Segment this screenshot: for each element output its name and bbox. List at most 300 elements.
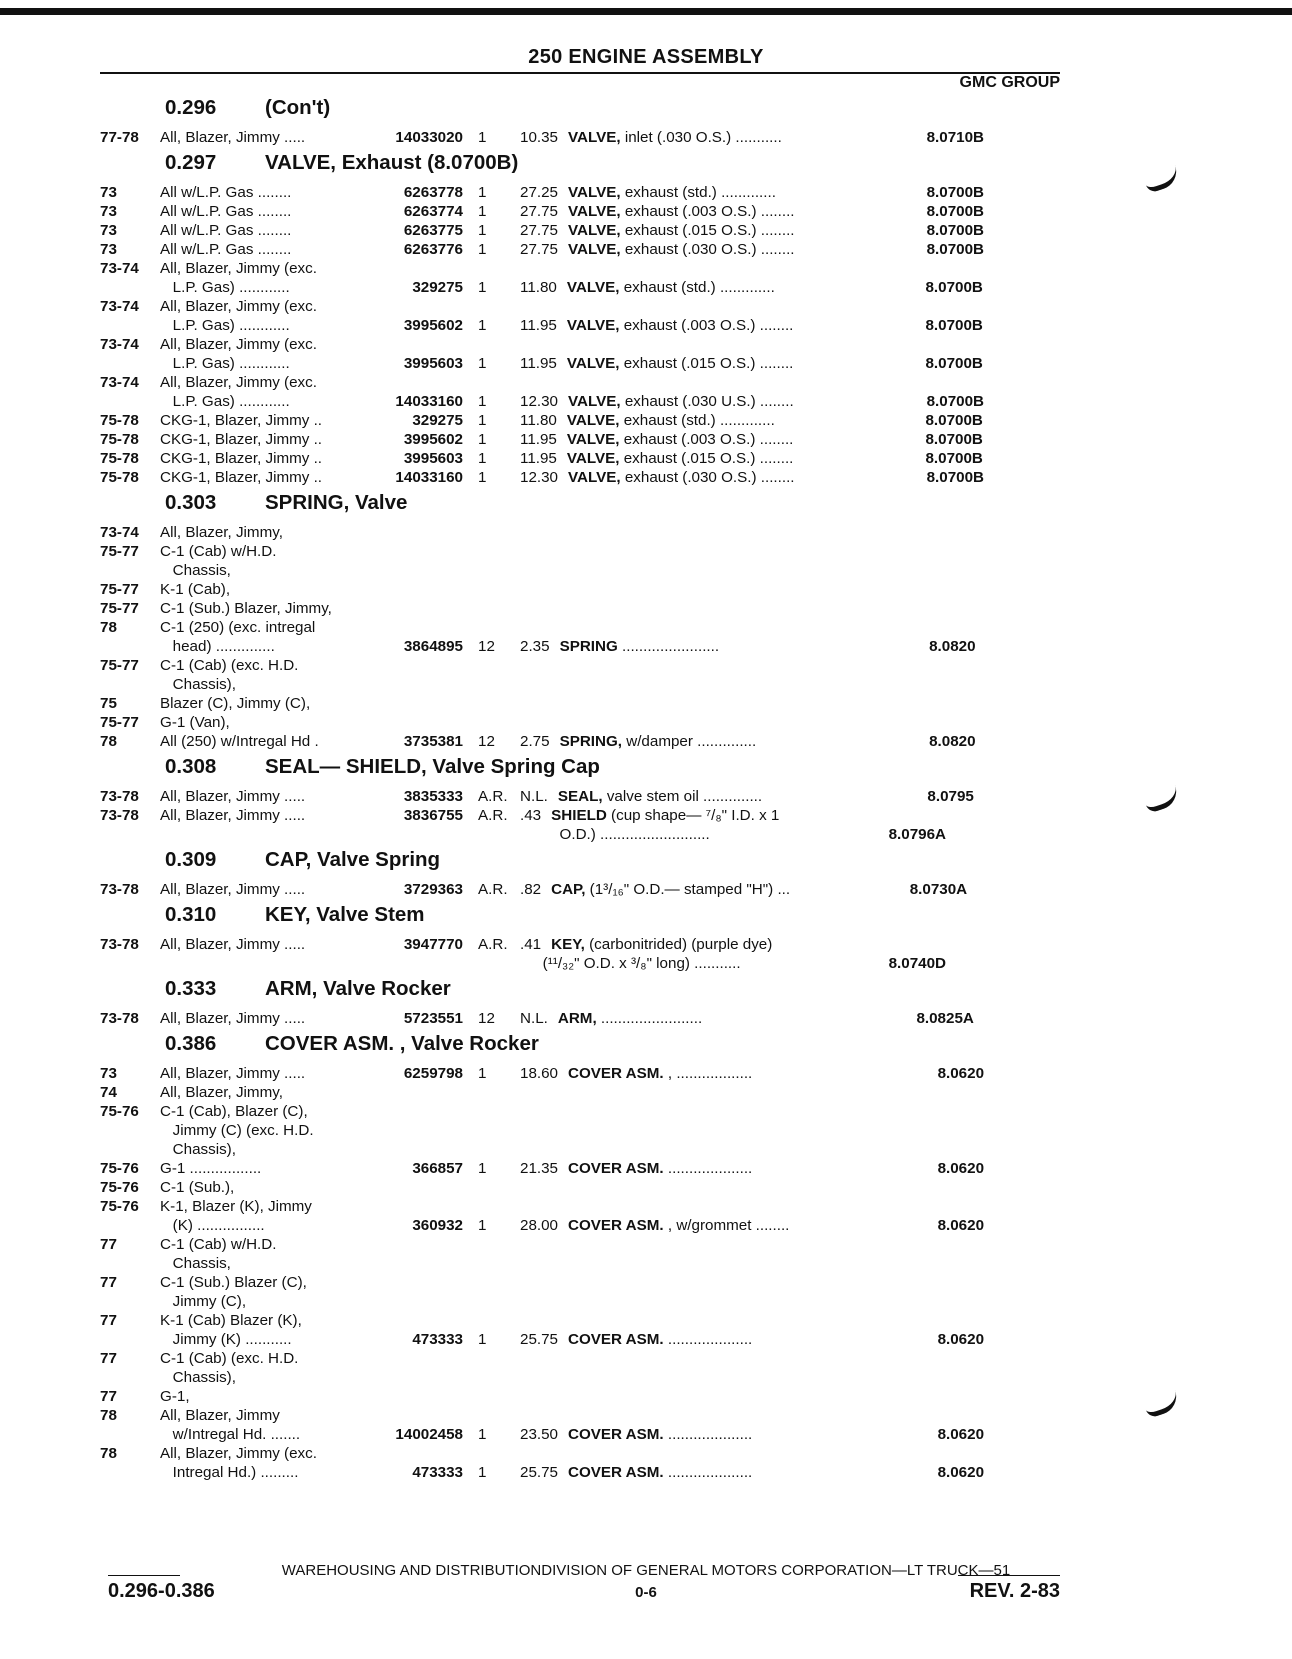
section-title: CAP, Valve Spring: [265, 848, 441, 871]
part-number: 6263774: [403, 203, 463, 220]
part-number: [368, 523, 466, 542]
parts-row: [100, 1311, 1060, 1330]
quantity: 1: [478, 203, 487, 220]
gmc-group-number: [842, 259, 946, 278]
section-heading: [100, 903, 1060, 935]
year-range: [100, 1121, 160, 1140]
parts-row: [100, 335, 1060, 354]
page-title: 250 ENGINE ASSEMBLY: [528, 46, 764, 68]
section-number: 0.297: [165, 151, 217, 174]
year-range: [100, 392, 160, 411]
price: N.L.: [520, 788, 548, 805]
description-keyword: VALVE,: [568, 222, 621, 239]
quantity: [466, 1349, 520, 1368]
model-applicability: All w/L.P. Gas ........: [160, 203, 292, 220]
part-number: [368, 954, 466, 973]
quantity: [466, 542, 520, 561]
price: 27.75: [520, 203, 559, 220]
year-range: 75-77: [100, 657, 139, 674]
part-number: [368, 259, 466, 278]
description-keyword: VALVE,: [568, 469, 621, 486]
price: 11.95: [520, 450, 557, 467]
price: 27.75: [520, 222, 559, 239]
year-range: [100, 1425, 160, 1444]
price: 2.75: [520, 733, 550, 750]
year-range: 73-74: [100, 298, 139, 315]
year-range: 73-78: [100, 881, 139, 898]
part-number: [368, 1406, 466, 1425]
gmc-group-number: [842, 542, 946, 561]
gmc-group-number: [842, 1349, 946, 1368]
gmc-group-number: 8.0825A: [916, 1010, 974, 1027]
year-range: 73-74: [100, 374, 139, 391]
quantity: [466, 675, 520, 694]
model-applicability: All, Blazer, Jimmy .....: [160, 807, 306, 824]
description-detail: exhaust (.030 O.S.) ........: [620, 469, 795, 486]
parts-row: [100, 825, 1060, 844]
section-0.297: [100, 151, 1060, 487]
description-keyword: SPRING: [559, 638, 618, 655]
description: [557, 411, 879, 430]
section-heading: [100, 151, 1060, 183]
quantity: 1: [478, 1160, 487, 1177]
gmc-group-number: 8.0710B: [926, 129, 985, 146]
quantity: 12: [478, 1010, 495, 1027]
model-applicability: K-1, Blazer (K), Jimmy: [160, 1198, 312, 1215]
section-title: SEAL— SHIELD, Valve Spring Cap: [265, 755, 600, 778]
year-range: 73-78: [100, 788, 139, 805]
parts-row: [100, 599, 1060, 618]
description: [558, 183, 880, 202]
description: [520, 1387, 842, 1406]
part-number: 6259798: [403, 1065, 463, 1082]
year-range: 73-78: [100, 1010, 139, 1027]
parts-row: [100, 316, 1060, 335]
description-detail: exhaust (std.) .............: [619, 279, 775, 296]
model-applicability: All, Blazer, Jimmy,: [160, 1084, 283, 1101]
description-detail: valve stem oil ..............: [602, 788, 763, 805]
model-applicability: All, Blazer, Jimmy (exc.: [160, 260, 317, 277]
quantity: A.R.: [478, 788, 508, 805]
gmc-group-number: [842, 1292, 946, 1311]
year-range: [100, 1254, 160, 1273]
price: .41: [520, 936, 542, 953]
section-heading: [100, 848, 1060, 880]
section-heading: [100, 755, 1060, 787]
section-title: VALVE, Exhaust (8.0700B): [265, 151, 519, 174]
description: [520, 713, 842, 732]
gmc-group-number: [842, 675, 946, 694]
parts-row: [100, 373, 1060, 392]
part-number: 360932: [412, 1217, 463, 1234]
description: [558, 1216, 880, 1235]
description-detail: exhaust (.030 U.S.) ........: [620, 393, 794, 410]
year-range: 73: [100, 203, 117, 220]
section-title: SPRING, Valve: [265, 491, 408, 514]
part-number: [368, 1178, 466, 1197]
gmc-group-number: [842, 1273, 946, 1292]
model-applicability: Jimmy (C) (exc. H.D.: [160, 1122, 314, 1139]
footer-revision: REV. 2-83: [969, 1580, 1060, 1602]
model-applicability: Jimmy (K) ...........: [160, 1331, 292, 1348]
part-number: 6263775: [403, 222, 463, 239]
year-range: 75-78: [100, 450, 139, 467]
year-range: 75-76: [100, 1160, 139, 1177]
price: 11.80: [520, 412, 557, 429]
gmc-group-number: 8.0620: [937, 1065, 985, 1082]
year-range: [100, 1140, 160, 1159]
description-keyword: VALVE,: [566, 317, 620, 334]
gmc-group-number: 8.0700B: [926, 393, 985, 410]
year-range: [100, 354, 160, 373]
description-detail: O.D.) ..........................: [530, 826, 710, 843]
gmc-group-number: [842, 580, 946, 599]
quantity: [466, 1197, 520, 1216]
description-keyword: VALVE,: [568, 393, 621, 410]
part-number: 473333: [412, 1464, 463, 1481]
parts-row: [100, 1273, 1060, 1292]
year-range: 75-77: [100, 600, 139, 617]
parts-row: [100, 1009, 1060, 1028]
quantity: [466, 1311, 520, 1330]
model-applicability: L.P. Gas) ............: [160, 355, 290, 372]
quantity: [466, 1083, 520, 1102]
parts-row: [100, 787, 1060, 806]
gmc-group-number: [842, 1235, 946, 1254]
part-number: 3995603: [403, 450, 463, 467]
model-applicability: CKG-1, Blazer, Jimmy ..: [160, 431, 323, 448]
part-number: [368, 825, 466, 844]
year-range: 75-77: [100, 714, 139, 731]
parts-row: [100, 1292, 1060, 1311]
part-number: 3995602: [403, 317, 463, 334]
part-number: [368, 1273, 466, 1292]
model-applicability: C-1 (Cab) (exc. H.D.: [160, 657, 299, 674]
year-range: 74: [100, 1084, 117, 1101]
description: [558, 128, 880, 147]
description: [520, 954, 842, 973]
footer-division-line: WAREHOUSING AND DISTRIBUTIONDIVISION OF GENERAL MOTORS CORPORATION—LT TRUCK—51: [281, 1562, 1011, 1579]
model-applicability: Blazer (C), Jimmy (C),: [160, 695, 311, 712]
quantity: [466, 259, 520, 278]
quantity: 1: [478, 355, 487, 372]
quantity: [466, 1254, 520, 1273]
model-applicability: K-1 (Cab),: [160, 581, 231, 598]
description-keyword: VALVE,: [566, 279, 620, 296]
part-number: [368, 1349, 466, 1368]
quantity: [466, 1292, 520, 1311]
description: [520, 1254, 842, 1273]
description: [558, 1463, 880, 1482]
model-applicability: All, Blazer, Jimmy .....: [160, 881, 306, 898]
part-number: [368, 1140, 466, 1159]
year-range: 78: [100, 1407, 117, 1424]
parts-row: [100, 542, 1060, 561]
quantity: 1: [478, 1217, 487, 1234]
quantity: [466, 580, 520, 599]
gmc-group-number: 8.0796A: [888, 826, 946, 843]
quantity: 1: [478, 222, 487, 239]
model-applicability: All, Blazer, Jimmy .....: [160, 1010, 306, 1027]
part-number: [368, 1121, 466, 1140]
description-keyword: SPRING,: [559, 733, 623, 750]
quantity: [466, 335, 520, 354]
model-applicability: All, Blazer, Jimmy (exc.: [160, 336, 317, 353]
description-keyword: VALVE,: [566, 431, 620, 448]
model-applicability: All, Blazer, Jimmy .....: [160, 1065, 306, 1082]
parts-row: [100, 1178, 1060, 1197]
model-applicability: C-1 (Cab) w/H.D.: [160, 543, 277, 560]
year-range: 78: [100, 619, 117, 636]
part-number: 14033020: [395, 129, 463, 146]
parts-row: [100, 694, 1060, 713]
gmc-group-number: [842, 1254, 946, 1273]
gmc-group-number: 8.0700B: [926, 184, 985, 201]
part-number: [368, 656, 466, 675]
parts-row: [100, 1140, 1060, 1159]
price: 2.35: [520, 638, 550, 655]
quantity: 1: [478, 393, 487, 410]
description-detail: .......................: [617, 638, 720, 655]
year-range: [100, 1463, 160, 1482]
model-applicability: All, Blazer, Jimmy: [160, 1407, 280, 1424]
quantity: [466, 694, 520, 713]
gmc-group-number: 8.0620: [937, 1160, 985, 1177]
quantity: 12: [478, 733, 495, 750]
section-0.296: [100, 96, 1060, 147]
year-range: [100, 561, 160, 580]
description: [520, 1273, 842, 1292]
year-range: 77-78: [100, 129, 139, 146]
parts-row: [100, 128, 1060, 147]
year-range: 75-77: [100, 581, 139, 598]
description: [520, 656, 842, 675]
parts-row: [100, 221, 1060, 240]
price: 11.95: [520, 355, 557, 372]
part-number: 3864895: [403, 638, 463, 655]
model-applicability: Chassis,: [160, 562, 231, 579]
model-applicability: Chassis,: [160, 1255, 231, 1272]
price: N.L.: [520, 1010, 548, 1027]
parts-row: [100, 468, 1060, 487]
part-number: [368, 599, 466, 618]
quantity: 1: [478, 241, 487, 258]
gmc-group-number: 8.0700B: [925, 279, 983, 296]
part-number: [368, 1235, 466, 1254]
gmc-group-number: 8.0700B: [925, 450, 983, 467]
model-applicability: L.P. Gas) ............: [160, 317, 290, 334]
description-detail: exhaust (.003 O.S.) ........: [619, 431, 794, 448]
section-heading: [100, 1032, 1060, 1064]
section-0.333: [100, 977, 1060, 1028]
quantity: [466, 1235, 520, 1254]
description: [520, 675, 842, 694]
parts-row: [100, 675, 1060, 694]
part-number: [368, 1368, 466, 1387]
gmc-group-number: [842, 618, 946, 637]
model-applicability: head) ..............: [160, 638, 275, 655]
description: [520, 561, 842, 580]
part-number: 3729363: [403, 881, 463, 898]
quantity: [466, 1140, 520, 1159]
parts-row: [100, 202, 1060, 221]
price: 27.75: [520, 241, 559, 258]
parts-row: [100, 523, 1060, 542]
section-number: 0.386: [165, 1032, 217, 1055]
part-number: [368, 1197, 466, 1216]
description: [520, 1140, 842, 1159]
description-keyword: SEAL,: [557, 788, 603, 805]
parts-row: [100, 183, 1060, 202]
description: [520, 1292, 842, 1311]
description: [520, 1368, 842, 1387]
quantity: [466, 599, 520, 618]
description: [520, 259, 842, 278]
footer-range: 0.296-0.386: [108, 1580, 215, 1602]
section-heading: [100, 96, 1060, 128]
price: 28.00: [520, 1217, 559, 1234]
model-applicability: C-1 (Cab) w/H.D.: [160, 1236, 277, 1253]
section-0.309: [100, 848, 1060, 899]
part-number: [368, 1083, 466, 1102]
year-range: 75: [100, 695, 117, 712]
part-number: [368, 1311, 466, 1330]
price: 27.25: [520, 184, 559, 201]
part-number: 3735381: [403, 733, 463, 750]
description: [558, 240, 880, 259]
section-0.310: [100, 903, 1060, 973]
parts-row: [100, 1425, 1060, 1444]
year-range: [100, 1216, 160, 1235]
quantity: [466, 618, 520, 637]
gmc-group-number: [842, 1121, 946, 1140]
section-number: 0.309: [165, 848, 217, 871]
price: .82: [520, 881, 542, 898]
description: [541, 880, 863, 899]
gmc-group-number: [842, 599, 946, 618]
part-number: 473333: [412, 1331, 463, 1348]
quantity: 1: [478, 184, 487, 201]
gmc-group-number: 8.0740D: [888, 955, 946, 972]
parts-row: [100, 1349, 1060, 1368]
gmc-group-number: [842, 1102, 946, 1121]
parts-row: [100, 1387, 1060, 1406]
top-border-bar: [0, 8, 1292, 15]
model-applicability: C-1 (Cab), Blazer (C),: [160, 1103, 308, 1120]
description: [558, 202, 880, 221]
quantity: 1: [478, 1065, 487, 1082]
model-applicability: All, Blazer, Jimmy .....: [160, 936, 306, 953]
parts-catalog-body: [100, 94, 1060, 1486]
quantity: [466, 561, 520, 580]
section-heading: [100, 977, 1060, 1009]
description-keyword: COVER ASM.: [568, 1217, 664, 1234]
description-keyword: KEY,: [551, 936, 585, 953]
model-applicability: G-1,: [160, 1388, 190, 1405]
description-detail: exhaust (.003 O.S.) ........: [620, 203, 795, 220]
parts-row: [100, 1083, 1060, 1102]
description-keyword: VALVE,: [568, 184, 621, 201]
part-number: 14033160: [395, 393, 463, 410]
model-applicability: C-1 (Sub.),: [160, 1179, 235, 1196]
description-keyword: COVER ASM.: [568, 1464, 664, 1481]
model-applicability: All, Blazer, Jimmy (exc.: [160, 374, 317, 391]
description-keyword: VALVE,: [566, 450, 620, 467]
gmc-group-number: [842, 297, 946, 316]
quantity: 1: [478, 450, 487, 467]
model-applicability: All, Blazer, Jimmy .....: [160, 129, 306, 146]
parts-row: [100, 1254, 1060, 1273]
part-number: [368, 713, 466, 732]
gmc-group-number: [842, 1140, 946, 1159]
quantity: [466, 713, 520, 732]
model-applicability: C-1 (Sub.) Blazer, Jimmy,: [160, 600, 332, 617]
description-keyword: VALVE,: [566, 412, 620, 429]
description: [557, 354, 879, 373]
gmc-group-number: [842, 373, 946, 392]
year-range: 73-74: [100, 260, 139, 277]
model-applicability: All w/L.P. Gas ........: [160, 241, 292, 258]
model-applicability: All w/L.P. Gas ........: [160, 184, 292, 201]
price: 18.60: [520, 1065, 559, 1082]
parts-row: [100, 561, 1060, 580]
part-number: 3836755: [403, 807, 463, 824]
section-title: COVER ASM. , Valve Rocker: [265, 1032, 539, 1055]
gmc-group-number: 8.0700B: [925, 355, 983, 372]
model-applicability: CKG-1, Blazer, Jimmy ..: [160, 412, 323, 429]
part-number: [368, 561, 466, 580]
gmc-group-number: 8.0700B: [926, 222, 985, 239]
gmc-group-number: [842, 694, 946, 713]
parts-row: [100, 1159, 1060, 1178]
parts-row: [100, 1121, 1060, 1140]
gmc-group-number: 8.0730A: [909, 881, 968, 898]
model-applicability: [160, 825, 368, 844]
gmc-group-number: [842, 713, 946, 732]
section-title: KEY, Valve Stem: [265, 903, 425, 926]
part-number: [368, 580, 466, 599]
description-keyword: ARM,: [557, 1010, 597, 1027]
year-range: [100, 637, 160, 656]
year-range: 73: [100, 1065, 117, 1082]
year-range: 73: [100, 241, 117, 258]
year-range: 73-74: [100, 336, 139, 353]
quantity: [466, 1444, 520, 1463]
model-applicability: C-1 (250) (exc. intregal: [160, 619, 316, 636]
model-applicability: C-1 (Cab) (exc. H.D.: [160, 1350, 299, 1367]
description: [520, 373, 842, 392]
section-number: 0.308: [165, 755, 217, 778]
footer-page-number: 0-6: [635, 1584, 657, 1601]
parts-row: [100, 240, 1060, 259]
year-range: 73: [100, 222, 117, 239]
parts-row: [100, 637, 1060, 656]
part-number: 6263776: [403, 241, 463, 258]
parts-row: [100, 954, 1060, 973]
gmc-group-number: 8.0620: [937, 1426, 985, 1443]
description: [541, 935, 863, 954]
quantity: A.R.: [478, 881, 508, 898]
year-range: [100, 1292, 160, 1311]
part-number: 3995603: [403, 355, 463, 372]
model-applicability: Intregal Hd.) .........: [160, 1464, 299, 1481]
gmc-group-number: 8.0700B: [925, 431, 983, 448]
description: [520, 1121, 842, 1140]
parts-row: [100, 278, 1060, 297]
price: 10.35: [520, 129, 559, 146]
description: [550, 637, 872, 656]
description-detail: exhaust (std.) .............: [619, 412, 775, 429]
